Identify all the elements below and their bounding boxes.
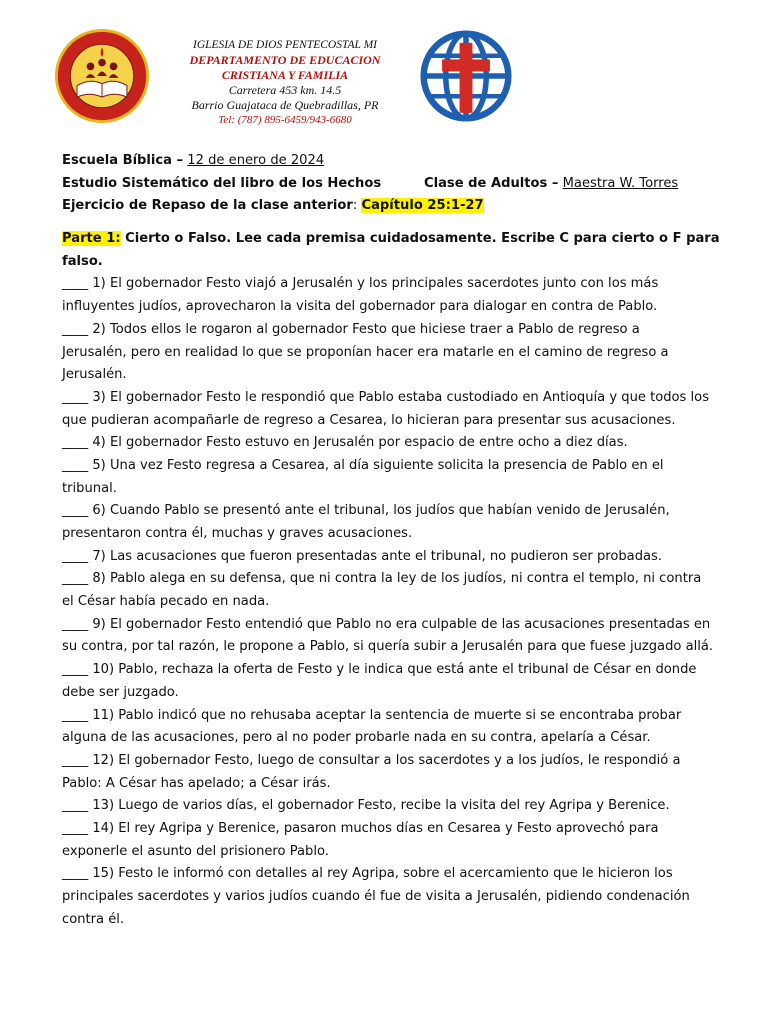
question-line: ____ 6) Cuando Pablo se presentó ante el tribunal, los judíos que habían venido de Jerusalén, bbox=[62, 503, 670, 519]
class-date: 12 de enero de 2024 bbox=[187, 153, 325, 168]
address-road: Carretera 453 km. 14.5 bbox=[228, 83, 342, 97]
question-line: ____ 12) El gobernador Festo, luego de consultar a los sacerdotes y a los judíos, le respondió a bbox=[62, 752, 681, 768]
question-line: el César había pecado en nada. bbox=[62, 594, 270, 610]
question-line: ____ 14) El rey Agripa y Berenice, pasaron muchos días en Cesarea y Festo aprovechó para bbox=[62, 820, 659, 836]
question-line: influyentes judíos, aprovecharon la visita del gobernador para dialogar en contra de Pablo. bbox=[62, 299, 658, 315]
question-line: ____ 11) Pablo indicó que no rehusaba aceptar la sentencia de muerte si se encontraba probar bbox=[62, 707, 682, 723]
worksheet bbox=[62, 150, 720, 931]
church-education-seal-icon bbox=[54, 28, 150, 124]
church-name: IGLESIA DE DIOS PENTECOSTAL MI bbox=[193, 39, 377, 51]
question-line: alguna de las acusaciones, pero al no poder probarle nada en su contra, apelaría a César. bbox=[62, 730, 651, 746]
school-label: Escuela Bíblica – bbox=[62, 153, 184, 168]
question-line: ____ 10) Pablo, rechaza la oferta de Festo y le indica que está ante el tribunal de César en donde bbox=[62, 662, 697, 678]
globe-cross-logo-icon bbox=[420, 30, 512, 122]
question-line: ____ 9) El gobernador Festo entendió que Pablo no era culpable de las acusaciones presentadas en bbox=[62, 616, 711, 632]
address-town: Barrio Guajataca de Quebradillas, PR bbox=[191, 98, 379, 112]
question-line: que pudieran acompañarle de regreso a Cesarea, lo hicieran para presentar sus acusaciones. bbox=[62, 412, 676, 428]
question-line: tribunal. bbox=[62, 480, 117, 496]
department-name: DEPARTAMENTO DE EDUCACION bbox=[189, 53, 381, 67]
phone: Tel: (787) 895-6459/943-6680 bbox=[218, 114, 352, 126]
question-line: debe ser juzgado. bbox=[62, 684, 179, 700]
part1-label: Parte 1: bbox=[62, 231, 121, 247]
letterhead bbox=[0, 0, 768, 140]
part1-instructions: Cierto o Falso. Lee cada premisa cuidadosamente. Escribe C para cierto o F para bbox=[120, 231, 720, 247]
question-line: ____ 7) Las acusaciones que fueron presentadas ante el tribunal, no pudieron ser probadas. bbox=[62, 548, 663, 564]
question-line: su contra, por tal razón, le propone a Pablo, si quería subir a Jerusalén para que fuese juzgado allá. bbox=[62, 639, 714, 655]
study-line bbox=[62, 173, 712, 196]
question-line: exponerle el asunto del prisionero Pablo. bbox=[62, 843, 329, 859]
review-line bbox=[62, 195, 712, 218]
review-colon: : bbox=[352, 198, 358, 214]
part1-instructions-cont: falso. bbox=[62, 253, 103, 269]
question-list bbox=[62, 273, 712, 931]
question-line: ____ 3) El gobernador Festo le respondió que Pablo estaba custodiado en Antioquía y que todos los bbox=[62, 389, 710, 405]
question-line: presentaron contra él, muchas y graves acusaciones. bbox=[62, 526, 413, 541]
question-line: ____ 15) Festo le informó con detalles al rey Agripa, sobre el acercamiento que le hicieron los bbox=[62, 866, 673, 882]
question-line: contra él. bbox=[62, 911, 125, 927]
question-line: ____ 5) Una vez Festo regresa a Cesarea, al día siguiente solicita la presencia de Pablo en el bbox=[62, 457, 664, 473]
letterhead-text bbox=[160, 38, 410, 128]
question-line: Jerusalén, pero en realidad lo que se proponían hacer era matarle en el camino de regreso a bbox=[62, 344, 669, 360]
teacher-name: Maestra W. Torres bbox=[562, 175, 679, 191]
part1-heading bbox=[62, 228, 720, 251]
review-label: Ejercicio de Repaso de la clase anterior bbox=[62, 198, 353, 214]
question-line: ____ 4) El gobernador Festo estuvo en Jerusalén por espacio de entre ocho a diez días. bbox=[62, 435, 628, 451]
school-date-line bbox=[62, 150, 712, 173]
department-name-2: CRISTIANA Y FAMILIA bbox=[221, 68, 349, 82]
question-line: principales sacerdotes y varios judíos cuando él fue de visita a Jerusalén, pidiendo condenación bbox=[62, 889, 690, 904]
class-label: Clase de Adultos – bbox=[424, 175, 559, 191]
question-line: ____ 8) Pablo alega en su defensa, que ni contra la ley de los judíos, ni contra el templo, ni contra bbox=[62, 571, 702, 587]
question-line: ____ 1) El gobernador Festo viajó a Jerusalén y los principales sacerdotes junto con los más bbox=[62, 276, 659, 292]
study-title: Estudio Sistemático del libro de los Hechos bbox=[62, 175, 382, 191]
question-line: ____ 13) Luego de varios días, el gobernador Festo, recibe la visita del rey Agripa y Berenice. bbox=[62, 798, 670, 814]
question-line: ____ 2) Todos ellos le rogaron al gobernador Festo que hiciese traer a Pablo de regreso a bbox=[62, 321, 640, 337]
question-line: Jerusalén. bbox=[62, 367, 127, 383]
question-line: Pablo: A César has apelado; a César irás. bbox=[62, 775, 331, 791]
chapter-reference: Capítulo 25:1-27 bbox=[361, 198, 484, 214]
